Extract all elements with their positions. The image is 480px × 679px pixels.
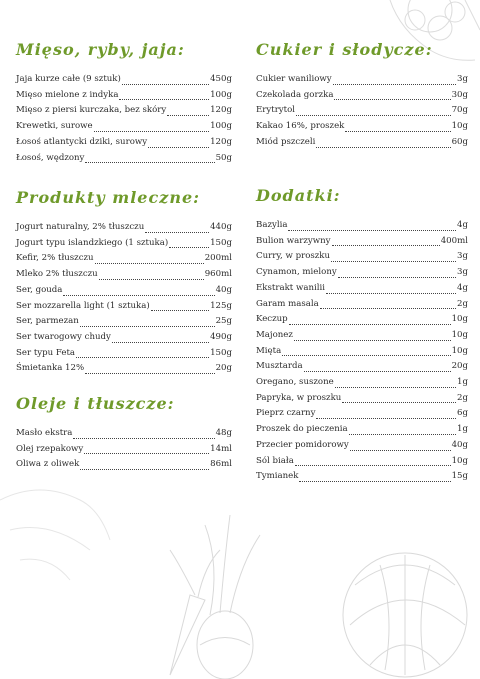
dot-leader xyxy=(296,114,451,116)
item-quantity: 150g xyxy=(210,347,232,358)
item-name: Łosoś, wędzony xyxy=(16,152,85,163)
item-name: Jogurt naturalny, 2% tłuszczu xyxy=(16,222,145,232)
section-title-sweets: Cukier i słodycze: xyxy=(256,40,433,59)
item-name: Ser, gouda xyxy=(16,284,63,295)
list-item xyxy=(16,346,232,362)
item-name: Łosoś atlantycki dziki, surowy xyxy=(16,136,148,147)
item-quantity: 10g xyxy=(451,345,468,356)
item-quantity: 10g xyxy=(451,455,468,466)
dot-leader xyxy=(119,98,209,100)
item-name: Kakao 16%, proszek xyxy=(256,121,345,132)
item-quantity: 200ml xyxy=(204,253,232,264)
dot-leader xyxy=(151,309,209,311)
list-item xyxy=(16,119,232,135)
item-name: Cukier waniliowy xyxy=(256,74,332,84)
list-item xyxy=(256,88,468,104)
item-name: Curry, w proszku xyxy=(256,251,331,262)
item-name: Krewetki, surowe xyxy=(16,121,93,132)
list-item xyxy=(16,299,232,315)
item-name: Miód pszczeli xyxy=(256,136,316,147)
list-extras xyxy=(256,218,468,485)
dot-leader xyxy=(334,98,450,100)
section-fats xyxy=(16,394,232,473)
item-quantity: 25g xyxy=(215,316,232,327)
dot-leader xyxy=(288,229,456,231)
item-name: Ser typu Feta xyxy=(16,347,76,358)
list-item xyxy=(16,267,232,283)
item-name: Jaja kurze całe (9 sztuk) xyxy=(16,74,121,84)
list-item xyxy=(256,359,468,375)
list-dairy xyxy=(16,220,232,377)
vegetable-illustration-left xyxy=(0,470,120,610)
item-quantity: 30g xyxy=(451,89,468,100)
item-quantity: 4g xyxy=(457,282,468,293)
item-quantity: 400ml xyxy=(440,235,468,246)
dot-leader xyxy=(167,114,209,116)
dot-leader xyxy=(335,386,456,388)
section-meat xyxy=(16,40,232,166)
dot-leader xyxy=(145,231,209,233)
item-name: Keczup xyxy=(256,314,288,325)
list-item xyxy=(256,218,468,234)
dot-leader xyxy=(295,464,451,466)
item-name: Papryka, w proszku xyxy=(256,392,342,403)
item-name: Ser twarogowy chudy xyxy=(16,331,111,342)
item-quantity: 3g xyxy=(457,267,468,278)
list-item xyxy=(256,265,468,281)
item-quantity: 3g xyxy=(457,74,468,84)
dot-leader xyxy=(94,130,209,132)
item-quantity: 10g xyxy=(451,121,468,132)
list-item xyxy=(256,281,468,297)
list-item xyxy=(16,236,232,252)
item-name: Garam masala xyxy=(256,298,319,309)
item-quantity: 100g xyxy=(210,121,232,132)
list-item xyxy=(16,314,232,330)
item-name: Sól biała xyxy=(256,455,294,466)
list-item xyxy=(256,119,468,135)
section-title-meat: Mięso, ryby, jaja: xyxy=(16,40,185,59)
section-title-extras: Dodatki: xyxy=(256,186,341,205)
item-name: Proszek do pieczenia xyxy=(256,424,348,435)
list-item xyxy=(16,330,232,346)
item-quantity: 15g xyxy=(451,471,468,482)
item-name: Tymianek xyxy=(256,471,299,482)
item-name: Czekolada gorzka xyxy=(256,89,334,100)
item-quantity: 50g xyxy=(215,152,232,163)
dot-leader xyxy=(333,83,456,85)
item-name: Cynamon, mielony xyxy=(256,267,337,278)
dot-leader xyxy=(331,260,456,262)
dot-leader xyxy=(84,452,209,454)
dot-leader xyxy=(342,401,456,403)
dot-leader xyxy=(80,325,215,327)
dot-leader xyxy=(169,246,209,248)
section-extras xyxy=(256,186,468,485)
list-item xyxy=(16,88,232,104)
item-name: Majonez xyxy=(256,329,293,340)
item-quantity: 86ml xyxy=(210,459,232,470)
item-name: Olej rzepakowy xyxy=(16,443,84,454)
dot-leader xyxy=(349,433,456,435)
list-item xyxy=(16,442,232,458)
list-item xyxy=(16,103,232,119)
item-name: Ekstrakt wanilii xyxy=(256,282,325,293)
list-item xyxy=(256,344,468,360)
item-name: Masło ekstra xyxy=(16,428,73,438)
dot-leader xyxy=(63,294,214,296)
list-item xyxy=(16,72,232,88)
dot-leader xyxy=(345,130,450,132)
list-item xyxy=(256,375,468,391)
item-name: Mięso z piersi kurczaka, bez skóry xyxy=(16,105,167,116)
list-item xyxy=(16,457,232,473)
item-quantity: 120g xyxy=(210,105,232,116)
item-quantity: 60g xyxy=(451,136,468,147)
dot-leader xyxy=(73,437,214,439)
item-quantity: 48g xyxy=(215,428,232,438)
item-quantity: 2g xyxy=(457,298,468,309)
list-item xyxy=(16,251,232,267)
item-quantity: 150g xyxy=(210,237,232,248)
item-name: Kefir, 2% tłuszczu xyxy=(16,253,94,264)
item-name: Ser mozzarella light (1 sztuka) xyxy=(16,300,150,311)
list-item xyxy=(16,361,232,377)
item-quantity: 14ml xyxy=(210,443,232,454)
dot-leader xyxy=(282,354,450,356)
item-name: Oliwa z oliwek xyxy=(16,459,80,470)
dot-leader xyxy=(326,292,456,294)
dot-leader xyxy=(148,146,209,148)
list-item xyxy=(256,469,468,485)
dot-leader xyxy=(95,262,204,264)
dot-leader xyxy=(85,372,214,374)
item-name: Pieprz czarny xyxy=(256,408,316,419)
item-quantity: 440g xyxy=(210,222,232,232)
list-item xyxy=(256,406,468,422)
dot-leader xyxy=(320,307,456,309)
item-quantity: 40g xyxy=(215,284,232,295)
list-item xyxy=(256,249,468,265)
item-quantity: 1g xyxy=(457,377,468,388)
item-quantity: 20g xyxy=(451,361,468,372)
item-quantity: 4g xyxy=(457,220,468,230)
item-name: Mięso mielone z indyka xyxy=(16,89,119,100)
item-quantity: 10g xyxy=(451,329,468,340)
list-item xyxy=(256,438,468,454)
section-sweets xyxy=(256,40,468,151)
item-name: Śmietanka 12% xyxy=(16,363,85,374)
list-item xyxy=(256,135,468,151)
dot-leader xyxy=(289,323,451,325)
list-item xyxy=(256,297,468,313)
item-name: Erytrytol xyxy=(256,105,296,116)
item-name: Bulion warzywny xyxy=(256,235,331,246)
dot-leader xyxy=(332,244,440,246)
item-name: Mięta xyxy=(256,345,282,356)
section-title-dairy: Produkty mleczne: xyxy=(16,188,201,207)
item-name: Przecier pomidorowy xyxy=(256,439,349,450)
item-quantity: 1g xyxy=(457,424,468,435)
dot-leader xyxy=(85,161,214,163)
item-quantity: 40g xyxy=(451,439,468,450)
list-item xyxy=(16,220,232,236)
dot-leader xyxy=(80,468,209,470)
dot-leader xyxy=(316,146,450,148)
list-item xyxy=(256,312,468,328)
dot-leader xyxy=(350,449,451,451)
list-item xyxy=(256,454,468,470)
item-name: Musztarda xyxy=(256,361,303,372)
list-fats xyxy=(16,426,232,473)
list-item xyxy=(256,422,468,438)
list-item xyxy=(16,135,232,151)
item-quantity: 20g xyxy=(215,363,232,374)
vegetable-illustration-bottom xyxy=(150,505,480,679)
dot-leader xyxy=(76,356,209,358)
item-quantity: 100g xyxy=(210,89,232,100)
dot-leader xyxy=(112,341,209,343)
list-sweets xyxy=(256,72,468,151)
item-quantity: 125g xyxy=(210,300,232,311)
dot-leader xyxy=(122,83,209,85)
item-quantity: 6g xyxy=(457,408,468,419)
item-quantity: 2g xyxy=(457,392,468,403)
list-item xyxy=(16,151,232,167)
list-item xyxy=(256,391,468,407)
item-quantity: 70g xyxy=(451,105,468,116)
dot-leader xyxy=(294,339,451,341)
item-quantity: 10g xyxy=(451,314,468,325)
item-name: Oregano, suszone xyxy=(256,377,334,388)
item-name: Mleko 2% tłuszczu xyxy=(16,269,98,280)
item-quantity: 3g xyxy=(457,251,468,262)
list-item xyxy=(16,283,232,299)
list-item xyxy=(16,426,232,442)
list-item xyxy=(256,328,468,344)
section-dairy xyxy=(16,188,232,377)
list-item xyxy=(256,234,468,250)
item-quantity: 960ml xyxy=(204,269,232,280)
dot-leader xyxy=(99,278,204,280)
item-quantity: 450g xyxy=(210,74,232,84)
section-title-fats: Oleje i tłuszcze: xyxy=(16,394,175,413)
item-name: Bazylia xyxy=(256,220,288,230)
list-meat xyxy=(16,72,232,166)
item-quantity: 120g xyxy=(210,136,232,147)
list-item xyxy=(256,72,468,88)
dot-leader xyxy=(316,417,456,419)
dot-leader xyxy=(299,480,450,482)
item-quantity: 490g xyxy=(210,331,232,342)
dot-leader xyxy=(304,370,451,372)
dot-leader xyxy=(338,276,456,278)
item-name: Jogurt typu islandzkiego (1 sztuka) xyxy=(16,237,169,248)
list-item xyxy=(256,103,468,119)
item-name: Ser, parmezan xyxy=(16,316,79,327)
